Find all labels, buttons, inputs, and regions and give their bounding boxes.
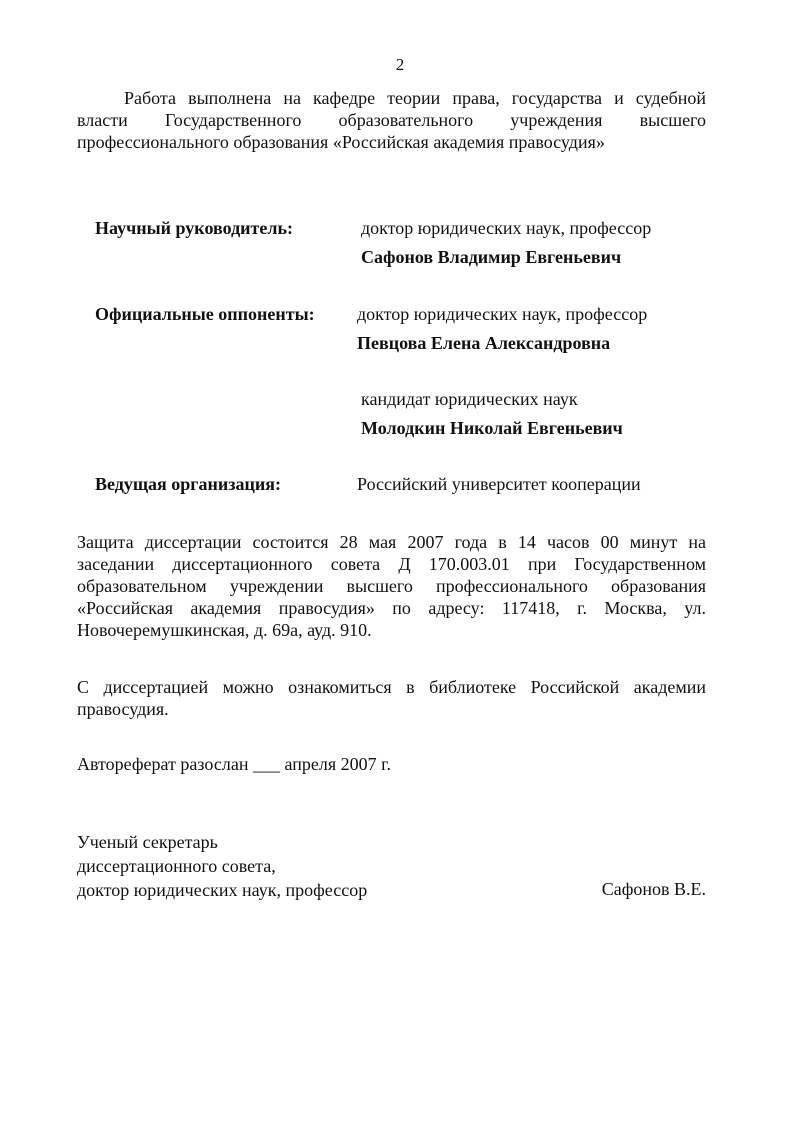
intro-line: профессионального образования «Российская академия правосудия» [77, 132, 605, 152]
defense-line: «Российская академия правосудия» по адресу: 117418, г. Москва, ул. [77, 598, 706, 618]
secretary-title: Ученый секретарь [77, 832, 218, 852]
intro-line: власти Государственного образовательного учреждения высшего [77, 110, 706, 130]
defense-line: заседании диссертационного совета Д 170.003.01 при Государственном [77, 554, 706, 574]
supervisor-degree: доктор юридических наук, профессор [361, 218, 652, 238]
opponents-label: Официальные оппоненты: [95, 304, 315, 324]
supervisor-label: Научный руководитель: [95, 218, 293, 238]
intro-line: Работа выполнена на кафедре теории права, государства и судебной [124, 88, 706, 108]
secretary-name: Сафонов В.Е. [601, 879, 706, 899]
defense-line: Защита диссертации состоится 28 мая 2007 года в 14 часов 00 минут на [77, 532, 706, 552]
leading-org-value: Российский университет кооперации [357, 474, 641, 494]
mailing-date: Автореферат разослан ___ апреля 2007 г. [77, 754, 391, 774]
library-line: правосудия. [77, 699, 169, 719]
secretary-degree: доктор юридических наук, профессор [77, 880, 368, 900]
library-line: С диссертацией можно ознакомиться в библиотеке Российской академии [77, 677, 706, 697]
opponent-1-name: Певцова Елена Александровна [357, 333, 611, 353]
leading-org-label: Ведущая организация: [95, 474, 281, 494]
defense-line: образовательном учреждении высшего профессионального образования [77, 576, 706, 596]
page-number: 2 [395, 55, 405, 74]
secretary-council: диссертационного совета, [77, 856, 276, 876]
opponent-1-degree: доктор юридических наук, профессор [357, 304, 648, 324]
opponent-2-name: Молодкин Николай Евгеньевич [361, 418, 623, 438]
opponent-2-degree: кандидат юридических наук [361, 389, 578, 409]
supervisor-name: Сафонов Владимир Евгеньевич [361, 247, 622, 267]
library-paragraph [77, 676, 706, 720]
intro-paragraph [77, 87, 706, 153]
defense-paragraph [77, 531, 706, 641]
defense-line: Новочеремушкинская, д. 69а, ауд. 910. [77, 620, 372, 640]
